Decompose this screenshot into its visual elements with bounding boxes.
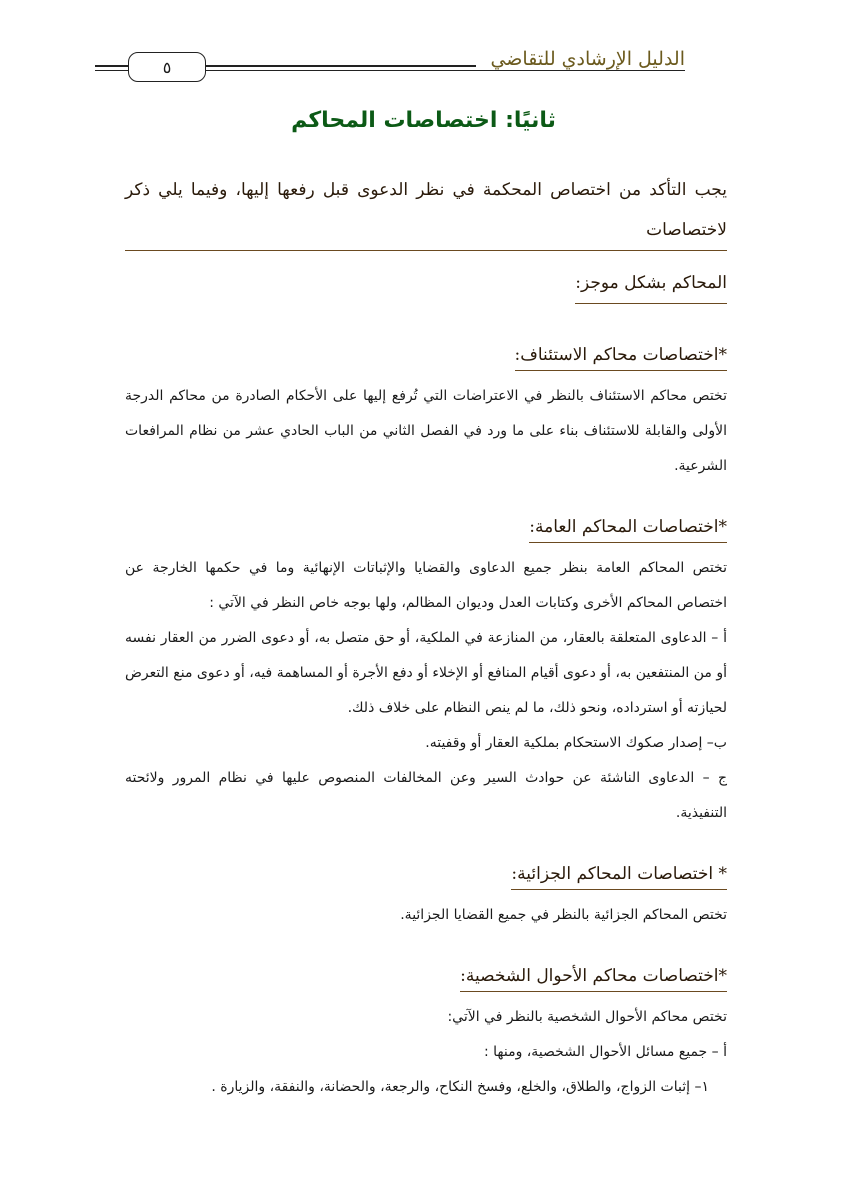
personal-item-1: ١– إثبات الزواج، والطلاق، والخلع، وفسخ النكاح، والرجعة، والحضانة، والنفقة، والزيارة . <box>211 1079 709 1095</box>
criminal-section <box>125 831 727 933</box>
section-title-text: اختصاصات المحاكم <box>291 108 498 133</box>
general-heading: *اختصاصات المحاكم العامة: <box>529 512 727 543</box>
general-body: تختص المحاكم العامة بنظر جميع الدعاوى والقضايا والإثباتات الإنهائية وما في حكمها الخارجة عن اختصاص المحاكم الأخرى وكتابات العدل وديوان المظالم، ولها بوجه خاص النظر في الآتي : <box>125 560 727 611</box>
criminal-heading: * اختصاصات المحاكم الجزائية: <box>511 859 727 890</box>
personal-heading: *اختصاصات محاكم الأحوال الشخصية: <box>460 961 727 992</box>
personal-section <box>125 933 727 1105</box>
general-item-a: أ – الدعاوى المتعلقة بالعقار، من المنازعة في الملكية، أو حق متصل به، أو دعوى الضرر من العقار نفسه أو من المنتفعين به، أو دعوى أقيام المنافع أو الإخلاء أو دفع الأجرة أو المساهمة فيه، أو دعوى منع التعرض لحيازته أو استرداده، ونحو ذلك، ما لم ينص النظام على خلاف ذلك. <box>125 630 727 716</box>
personal-body: تختص محاكم الأحوال الشخصية بالنظر في الآتي: <box>447 1009 727 1025</box>
page-content <box>125 170 727 1105</box>
general-item-b: ب– إصدار صكوك الاستحكام بملكية العقار أو وقفيته. <box>425 735 727 751</box>
personal-item-a: أ – جميع مسائل الأحوال الشخصية، ومنها : <box>483 1044 727 1060</box>
page-header <box>95 50 685 90</box>
appeal-section <box>125 312 727 484</box>
page-number: ٥ <box>128 52 206 82</box>
general-item-c: ج – الدعاوى الناشئة عن حوادث السير وعن المخالفات المنصوص عليها في نظام المرور ولائحته التنفيذية. <box>125 770 727 821</box>
general-section <box>125 484 727 831</box>
header-title: الدليل الإرشادي للتقاضي <box>476 48 685 70</box>
section-title <box>0 108 847 133</box>
intro-line-1: يجب التأكد من اختصاص المحكمة في نظر الدعوى قبل رفعها إليها، وفيما يلي ذكر لاختصاصات <box>125 170 727 251</box>
criminal-body: تختص المحاكم الجزائية بالنظر في جميع القضايا الجزائية. <box>400 907 727 923</box>
appeal-body: تختص محاكم الاستئناف بالنظر في الاعتراضات التي تُرفع إليها على الأحكام الصادرة من محاكم الدرجة الأولى والقابلة للاستئناف بناء على ما ورد في الفصل الثاني من الباب الحادي عشر من نظام المرافعات الشرعية. <box>125 388 727 474</box>
appeal-heading: *اختصاصات محاكم الاستئناف: <box>515 340 727 371</box>
intro-line-2: المحاكم بشكل موجز: <box>575 263 727 304</box>
intro <box>125 170 727 312</box>
section-title-prefix: ثانيًا: <box>505 108 556 133</box>
